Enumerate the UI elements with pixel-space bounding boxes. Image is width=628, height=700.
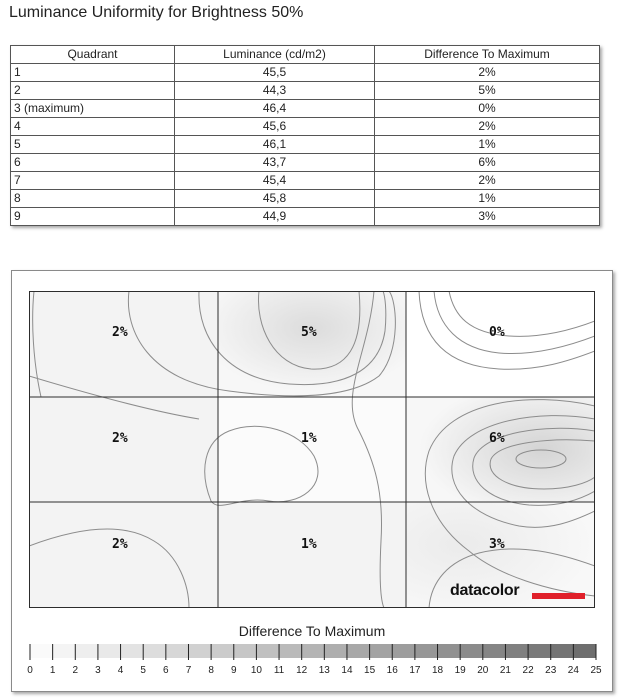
- table-row: [11, 100, 600, 118]
- colorbar-tick-label: 23: [545, 665, 557, 676]
- table-cell: 44,3: [175, 82, 375, 100]
- colorbar-swatch: [460, 644, 483, 658]
- table-cell: 45,5: [175, 64, 375, 82]
- cell-shade-6: [406, 397, 595, 502]
- colorbar-tick-label: 19: [454, 665, 466, 676]
- table-cell: 4: [11, 118, 175, 136]
- table-cell: 7: [11, 172, 175, 190]
- colorbar-swatch: [415, 644, 438, 658]
- colorbar-tick-label: 1: [49, 665, 56, 676]
- table-cell: 9: [11, 208, 175, 226]
- colorbar-tick-label: 8: [208, 665, 214, 676]
- colorbar-tick-label: 18: [431, 665, 444, 676]
- cell-label-5: 1%: [301, 431, 317, 446]
- table-cell: 43,7: [175, 154, 375, 172]
- colorbar-swatch: [392, 644, 415, 658]
- table-cell: 2%: [375, 64, 600, 82]
- page-title: Luminance Uniformity for Brightness 50%: [9, 4, 304, 21]
- colorbar-swatch: [143, 644, 166, 658]
- colorbar-swatch: [483, 644, 506, 658]
- table-row: [11, 190, 600, 208]
- cell-label-8: 1%: [301, 537, 317, 552]
- table-cell: 3 (maximum): [11, 100, 175, 118]
- colorbar-tick-label: 22: [522, 665, 534, 676]
- table-row: [11, 82, 600, 100]
- table-row: [11, 172, 600, 190]
- colorbar-swatch: [528, 644, 551, 658]
- cell-label-4: 2%: [112, 431, 128, 446]
- colorbar-tick-label: 15: [364, 665, 376, 676]
- colorbar-tick-label: 10: [250, 665, 262, 676]
- colorbar-swatch: [347, 644, 370, 658]
- table-row: [11, 208, 600, 226]
- colorbar-tick-label: 24: [567, 665, 579, 676]
- colorbar-swatch: [98, 644, 121, 658]
- cell-label-7: 2%: [112, 537, 128, 552]
- table-row: [11, 118, 600, 136]
- colorbar-swatch: [188, 644, 211, 658]
- cell-label-6: 6%: [489, 431, 505, 446]
- table-header-row: [11, 46, 600, 64]
- colorbar-swatch: [279, 644, 302, 658]
- datacolor-logo-bar: [532, 593, 585, 599]
- colorbar: [12, 641, 612, 681]
- table-cell: 1: [11, 64, 175, 82]
- table-cell: 6%: [375, 154, 600, 172]
- cell-label-9: 3%: [489, 537, 505, 552]
- colorbar-swatch: [302, 644, 325, 658]
- table-cell: 8: [11, 190, 175, 208]
- uniformity-chart-panel: [11, 270, 613, 692]
- colorbar-tick-label: 13: [318, 665, 330, 676]
- header-difference: Difference To Maximum: [375, 46, 600, 64]
- table-cell: 5%: [375, 82, 600, 100]
- cell-label-1: 2%: [112, 325, 128, 340]
- colorbar-swatch: [573, 644, 596, 658]
- colorbar-tick-label: 4: [117, 665, 124, 676]
- cell-label-3: 0%: [489, 325, 505, 340]
- table-cell: 6: [11, 154, 175, 172]
- table-cell: 1%: [375, 190, 600, 208]
- cell-label-2: 5%: [301, 325, 317, 340]
- header-luminance: Luminance (cd/m2): [175, 46, 375, 64]
- table-cell: 2%: [375, 118, 600, 136]
- table-cell: 46,4: [175, 100, 375, 118]
- table-row: [11, 154, 600, 172]
- colorbar-tick-label: 11: [273, 665, 285, 676]
- cell-shade-5: [218, 291, 406, 397]
- table-cell: 1%: [375, 136, 600, 154]
- table-cell: 45,4: [175, 172, 375, 190]
- colorbar-tick-label: 21: [499, 665, 512, 676]
- table-cell: 44,9: [175, 208, 375, 226]
- colorbar-tick-label: 6: [163, 665, 169, 676]
- colorbar-tick-label: 16: [386, 665, 398, 676]
- luminance-table: [10, 45, 600, 226]
- colorbar-swatch: [256, 644, 279, 658]
- colorbar-swatch: [166, 644, 189, 658]
- colorbar-tick-label: 25: [590, 665, 602, 676]
- colorbar-tick-label: 5: [140, 665, 146, 676]
- table-cell: 45,6: [175, 118, 375, 136]
- colorbar-swatch: [75, 644, 98, 658]
- table-cell: 5: [11, 136, 175, 154]
- colorbar-tick-label: 12: [296, 665, 308, 676]
- colorbar-swatch: [53, 644, 76, 658]
- colorbar-tick-label: 14: [341, 665, 353, 676]
- colorbar-tick-label: 20: [477, 665, 489, 676]
- table-row: [11, 64, 600, 82]
- datacolor-logo: datacolor: [450, 582, 520, 599]
- colorbar-swatch: [438, 644, 461, 658]
- table-cell: 2%: [375, 172, 600, 190]
- colorbar-tick-label: 9: [230, 665, 237, 676]
- colorbar-tick-label: 2: [72, 665, 79, 676]
- colorbar-swatch: [30, 644, 53, 658]
- colorbar-swatch: [324, 644, 347, 658]
- table-cell: 2: [11, 82, 175, 100]
- header-quadrant: Quadrant: [11, 46, 175, 64]
- colorbar-swatch: [234, 644, 257, 658]
- table-cell: 0%: [375, 100, 600, 118]
- table-cell: 3%: [375, 208, 600, 226]
- colorbar-tick-label: 17: [409, 665, 421, 676]
- colorbar-swatch: [121, 644, 144, 658]
- table-cell: 45,8: [175, 190, 375, 208]
- cell-shade-3: [406, 291, 595, 397]
- colorbar-tick-label: 7: [185, 665, 192, 676]
- colorbar-swatch: [370, 644, 393, 658]
- colorbar-swatch: [505, 644, 528, 658]
- colorbar-tick-label: 3: [95, 665, 101, 676]
- colorbar-tick-label: 0: [27, 665, 33, 676]
- colorbar-title: Difference To Maximum: [238, 623, 386, 639]
- cell-shade-5b: [218, 397, 406, 502]
- colorbar-swatch: [551, 644, 574, 658]
- colorbar-swatch: [211, 644, 234, 658]
- table-row: [11, 136, 600, 154]
- table-cell: 46,1: [175, 136, 375, 154]
